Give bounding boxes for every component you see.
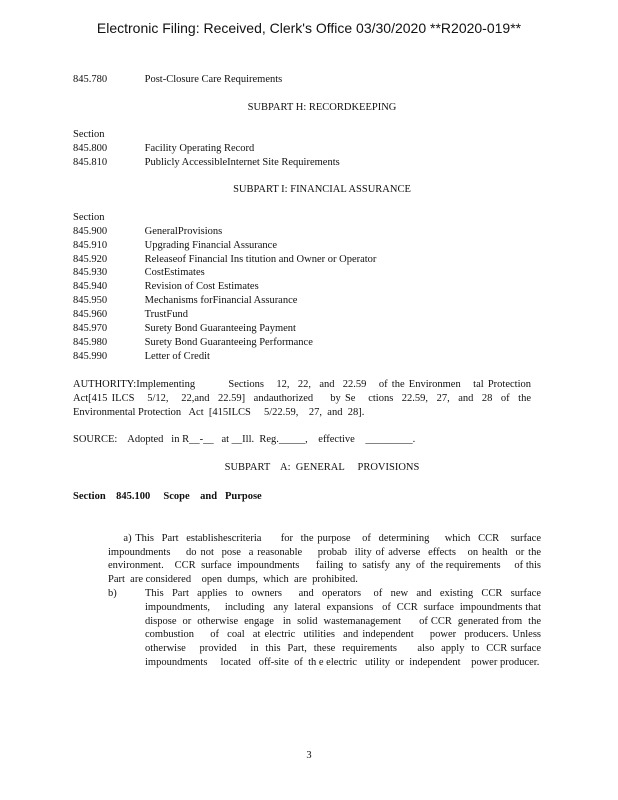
subpart-a-heading: SUBPART A: GENERAL PROVISIONS [224,462,420,473]
toc-entry [73,156,553,170]
toc-entry [73,253,553,267]
section-label: Section [73,129,105,140]
section-number: 845.920 [73,254,108,265]
paragraph-b-label: b) [108,588,117,599]
section-title: Releaseof Financial Ins titution and Owner or Operator [144,254,377,265]
toc-entry [73,225,553,239]
section-label: Section [73,212,105,223]
subpart-h-heading: SUBPART H: RECORDKEEPING [247,102,397,113]
section-number: 845.810 [73,157,108,168]
source-line: SOURCE: Adopted in R__-__ at __Ill. Reg._____, effective _________. [73,434,416,445]
section-title: GeneralProvisions [144,226,223,237]
authority-paragraph: AUTHORITY:Implementing Sections 12, 22, and 22.59 of the Environmen tal Protection Act[415 ILCS 5/12, 22,and 22.59] andauthorized by Se ctions 22.59, 27, and 28 of the Environmental Protection Act [415ILCS 5/22.59, 27, and 28]. [73,379,539,418]
section-number: 845.980 [73,337,108,348]
section-number: 845.960 [73,309,108,320]
section-title: Facility Operating Record [144,143,255,154]
section-title: Surety Bond Guaranteeing Performance [144,337,313,348]
section-title: TrustFund [144,309,189,320]
filing-stamp-header: Electronic Filing: Received, Clerk's Office 03/30/2020 **R2020-019** [96,20,522,36]
section-title: Post-Closure Care Requirements [144,74,283,85]
toc-entry [73,350,553,364]
toc-entry [73,308,553,322]
toc-entry [73,280,553,294]
page-number: 3 [306,750,312,761]
section-number: 845.940 [73,281,108,292]
section-number: 845.780 [73,74,108,85]
section-number: 845.950 [73,295,108,306]
toc-entry [73,73,553,87]
section-heading: Section 845.100 Scope and Purpose [73,491,262,502]
toc-entry [73,336,553,350]
section-number: 845.990 [73,351,108,362]
toc-entry [73,322,553,336]
toc-entry [73,266,553,280]
section-title: Mechanisms forFinancial Assurance [144,295,298,306]
toc-entry [73,142,553,156]
toc-entry [73,239,553,253]
section-title: Upgrading Financial Assurance [144,240,278,251]
section-number: 845.930 [73,267,108,278]
section-title: CostEstimates [144,267,205,278]
toc-entry [73,294,553,308]
section-title: Revision of Cost Estimates [144,281,259,292]
section-title: Publicly AccessibleInternet Site Requirements [144,157,340,168]
section-title: Letter of Credit [144,351,210,362]
section-number: 845.910 [73,240,108,251]
section-title: Surety Bond Guaranteeing Payment [144,323,296,334]
paragraph-a-text: a) This Part establishescriteria for the purpose of determining which CCR surface impoundments do not pose a reasonable probab ility of adverse effects on health or the environment. CCR surface impoundments failing to satisfy any of the requirements of this Part are considered open dumps, which are prohibited. [108,532,547,586]
section-number: 845.900 [73,226,108,237]
section-number: 845.800 [73,143,108,154]
paragraph-b: This Part applies to owners and operators of new and existing CCR surface impoundments, including any lateral expansions of CCR surface impoundments that dispose or otherwise engage in solid wastemanagement of CCR generated from the combustion of coal at electric utilities and independent power producers. Unless otherwise provided in this Part, these requirements also apply to CCR surface impoundments located off-site of th e electric utility or independent power producer. [145,588,547,668]
subpart-i-heading: SUBPART I: FINANCIAL ASSURANCE [233,184,411,195]
section-number: 845.970 [73,323,108,334]
